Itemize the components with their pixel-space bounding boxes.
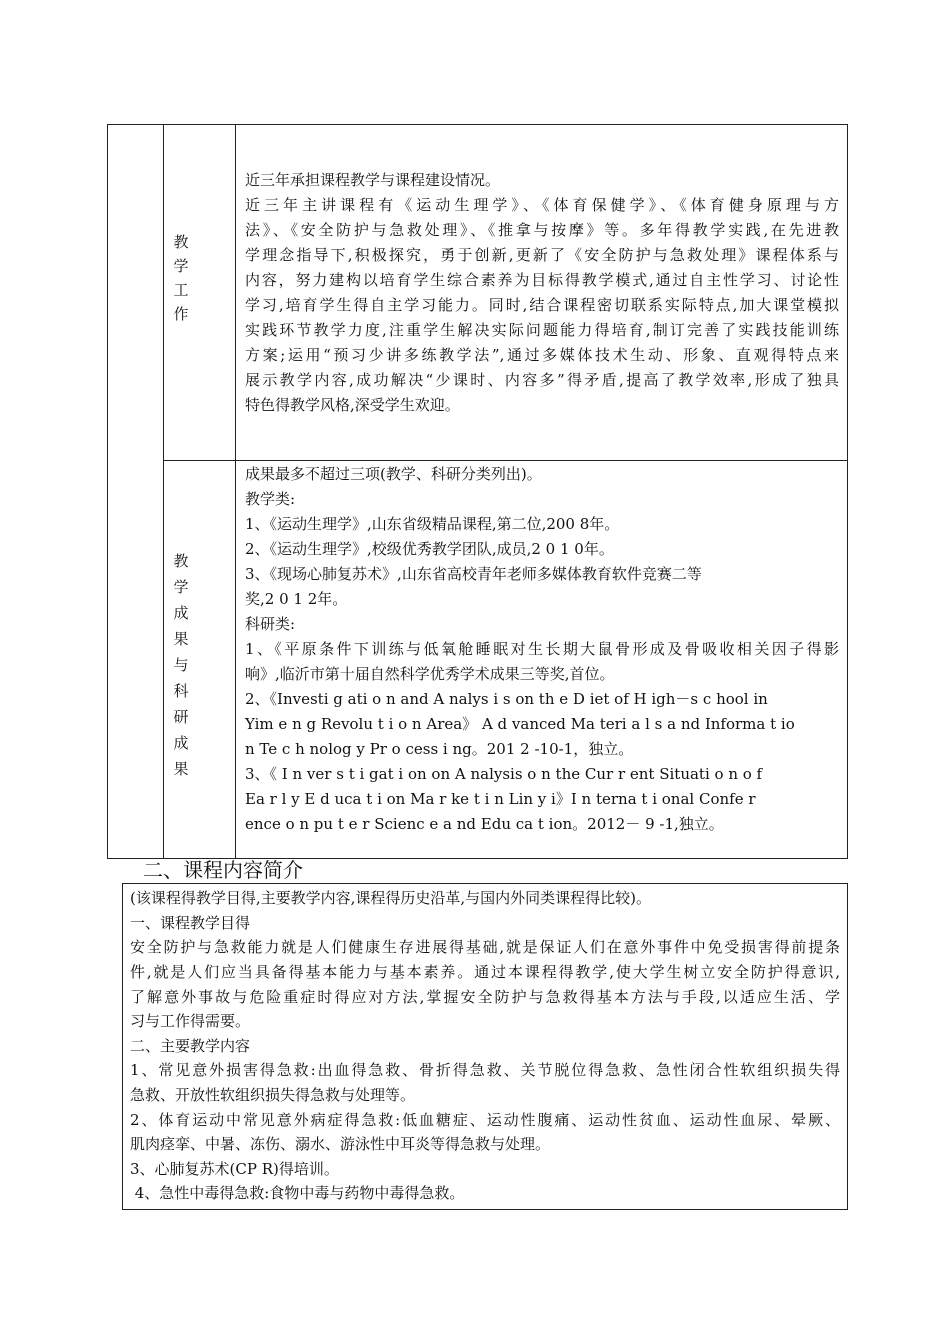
table1-right-border xyxy=(847,124,848,859)
table1-top-border xyxy=(107,124,848,125)
achievements-label: 教 学 成 果 与 科 研 成 果 xyxy=(173,552,189,778)
teaching-work-label: 教 学 工 作 xyxy=(173,233,189,323)
table2-top-border xyxy=(122,883,848,884)
table1-left-border xyxy=(107,124,108,859)
table1-col-divider-2 xyxy=(235,124,236,859)
table2-bottom-border xyxy=(122,1209,848,1210)
table1-row-divider xyxy=(163,460,848,461)
table2-left-border xyxy=(122,883,123,1210)
table2-right-border xyxy=(847,883,848,1210)
section-heading: 二、课程内容简介 xyxy=(143,858,303,882)
